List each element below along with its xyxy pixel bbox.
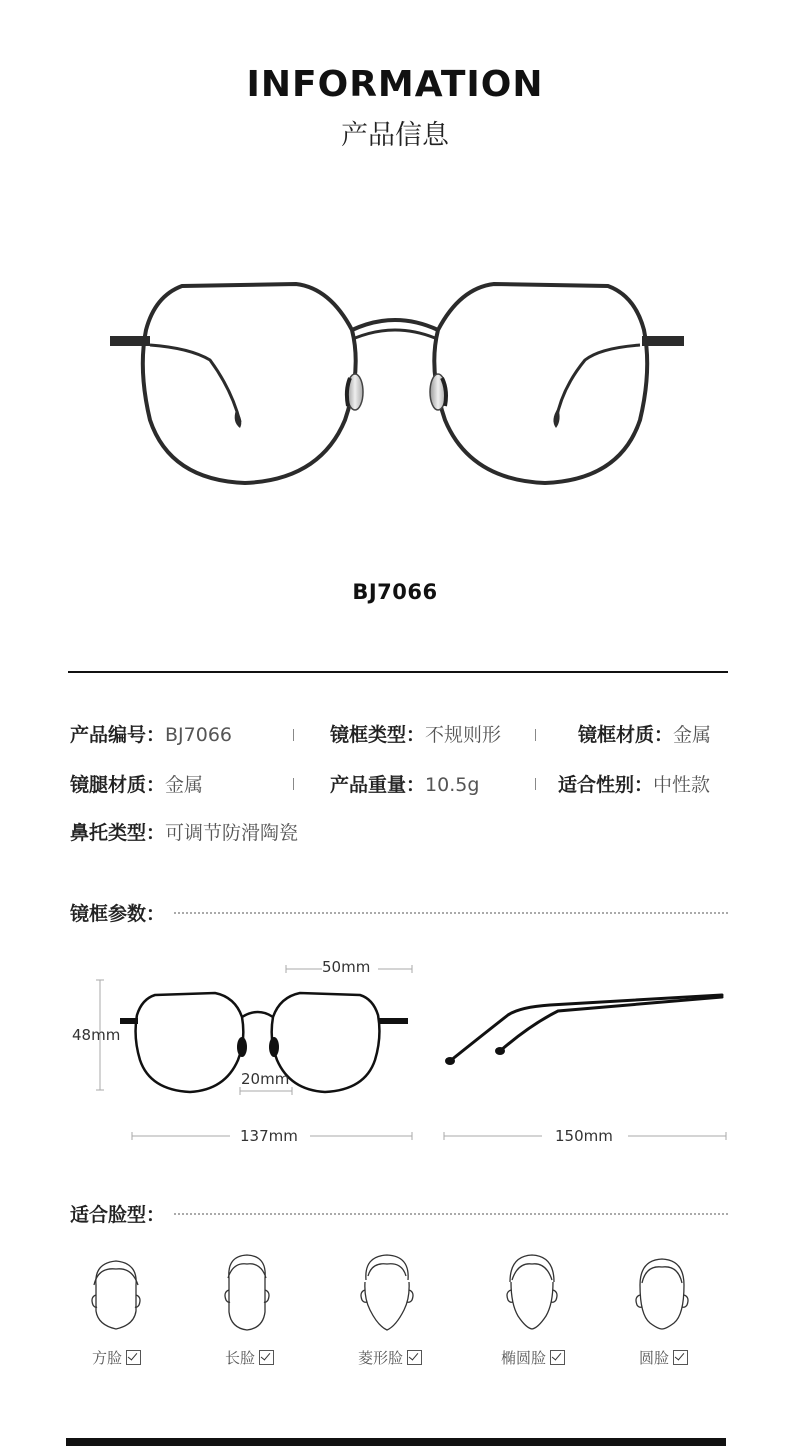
spec-label: 镜框材质：: [578, 724, 674, 746]
spec-frame-type: [330, 720, 501, 747]
spec-product-no: [70, 720, 232, 747]
frame-width-label: 137mm: [240, 1127, 298, 1145]
spec-value: 金属: [673, 724, 712, 746]
spec-weight: [330, 770, 479, 797]
spec-label: 鼻托类型：: [70, 822, 166, 844]
dotted-line: [174, 912, 728, 914]
face-label: 菱形脸: [358, 1349, 404, 1367]
spec-value: 不规则形: [425, 724, 502, 746]
spec-frame-material: [578, 720, 711, 747]
long-face-icon: [217, 1252, 277, 1334]
divider: [68, 671, 728, 673]
bottom-bar: [66, 1438, 726, 1446]
round-face-icon: [632, 1255, 692, 1335]
temple-length-label: 150mm: [555, 1127, 613, 1145]
spec-label: 适合性别：: [558, 774, 654, 796]
spec-nose-pad: [70, 818, 298, 845]
lens-height-label: 48mm: [72, 1026, 121, 1044]
spec-gender: [558, 770, 710, 797]
face-label: 椭圆脸: [501, 1349, 547, 1367]
frame-front-diagram: [90, 955, 430, 1155]
title-en: INFORMATION: [246, 64, 544, 105]
face-label: 方脸: [92, 1349, 123, 1367]
bridge-label: 20mm: [241, 1070, 290, 1088]
face-shapes-label: 适合脸型：: [70, 1204, 166, 1226]
separator: [293, 778, 294, 790]
spec-value: 10.5g: [425, 774, 480, 796]
spec-value: 中性款: [653, 774, 711, 796]
separator: [535, 729, 536, 741]
checkbox-checked-icon: [550, 1350, 565, 1365]
face-label: 圆脸: [639, 1349, 670, 1367]
spec-label: 产品重量：: [330, 774, 426, 796]
face-item-diamond: [358, 1347, 422, 1368]
spec-temple-material: [70, 770, 203, 797]
frame-params-label: 镜框参数：: [70, 903, 166, 925]
checkbox-checked-icon: [407, 1350, 422, 1365]
spec-label: 镜腿材质：: [70, 774, 166, 796]
glasses-front-image: [0, 270, 790, 500]
face-item-oval: [501, 1347, 565, 1368]
oval-face-icon: [502, 1252, 562, 1334]
checkbox-checked-icon: [673, 1350, 688, 1365]
face-item-long: [225, 1347, 274, 1368]
spec-value: 金属: [165, 774, 204, 796]
temple-side-diagram: [440, 985, 730, 1145]
model-number: BJ7066: [352, 580, 438, 604]
checkbox-checked-icon: [126, 1350, 141, 1365]
spec-label: 产品编号：: [70, 724, 166, 746]
checkbox-checked-icon: [259, 1350, 274, 1365]
lens-width-label: 50mm: [322, 958, 371, 976]
spec-value: BJ7066: [165, 724, 233, 746]
title-zh: 产品信息: [341, 120, 449, 151]
separator: [535, 778, 536, 790]
separator: [293, 729, 294, 741]
face-label: 长脸: [225, 1349, 256, 1367]
spec-label: 镜框类型：: [330, 724, 426, 746]
face-item-round: [639, 1347, 688, 1368]
square-face-icon: [86, 1255, 146, 1335]
face-item-square: [92, 1347, 141, 1368]
spec-value: 可调节防滑陶瓷: [165, 822, 299, 844]
dotted-line: [174, 1213, 728, 1215]
diamond-face-icon: [356, 1252, 418, 1334]
